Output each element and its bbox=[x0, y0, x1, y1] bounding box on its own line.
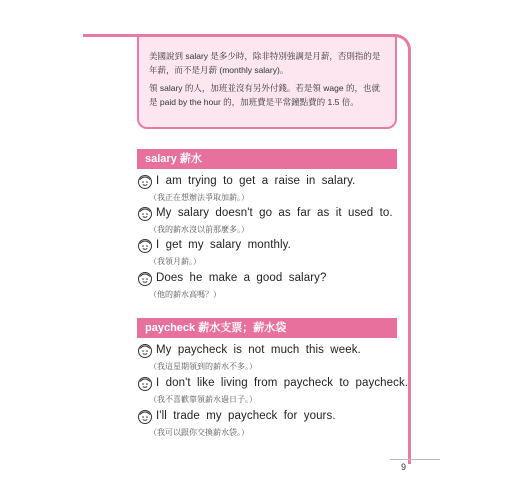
english-sentence: My salary doesn't go as far as it used to. bbox=[156, 207, 393, 219]
smiley-face-icon bbox=[137, 174, 153, 190]
footer-rule bbox=[390, 459, 440, 460]
section-header-paycheck: paycheck 薪水支票；薪水袋 bbox=[137, 318, 397, 338]
english-sentence: I'll trade my paycheck for yours. bbox=[156, 410, 336, 422]
chinese-translation: （我可以跟你交換薪水袋。） bbox=[149, 428, 249, 437]
chinese-translation: （我不喜歡靠領薪水過日子。） bbox=[149, 395, 257, 404]
smiley-face-icon bbox=[137, 343, 153, 359]
page-number: 9 bbox=[401, 462, 407, 472]
chinese-translation: （我領月薪。） bbox=[149, 257, 201, 266]
chinese-translation: （我這星期領到的薪水不多。） bbox=[149, 362, 257, 371]
usage-note-box bbox=[137, 37, 397, 129]
note-paragraph-2: 領 salary 的人，加班並沒有另外付錢。若是領 wage 的，也就是 paid by the hour 的，加班費是平常鐘點費的 1.5 倍。 bbox=[149, 83, 380, 107]
smiley-face-icon bbox=[137, 376, 153, 392]
chinese-translation: （我正在想辦法爭取加薪。） bbox=[149, 193, 249, 202]
english-sentence: Does he make a good salary? bbox=[156, 272, 327, 284]
chinese-translation: （他的薪水高嗎？） bbox=[149, 290, 221, 299]
smiley-face-icon bbox=[137, 206, 153, 222]
section-header-salary: salary 薪水 bbox=[137, 149, 397, 169]
english-sentence: I don't like living from paycheck to paycheck. bbox=[156, 377, 409, 389]
note-paragraph-1: 美國說到 salary 是多少時，除非特別強調是月薪，否則指的是年薪，而不是月薪 (monthly salary)。 bbox=[149, 51, 381, 75]
smiley-face-icon bbox=[137, 238, 153, 254]
english-sentence: My paycheck is not much this week. bbox=[156, 344, 361, 356]
english-sentence: I am trying to get a raise in salary. bbox=[156, 175, 356, 187]
smiley-face-icon bbox=[137, 409, 153, 425]
chinese-translation: （我的薪水沒以前那麼多。） bbox=[149, 225, 249, 234]
smiley-face-icon bbox=[137, 271, 153, 287]
english-sentence: I get my salary monthly. bbox=[156, 239, 291, 251]
